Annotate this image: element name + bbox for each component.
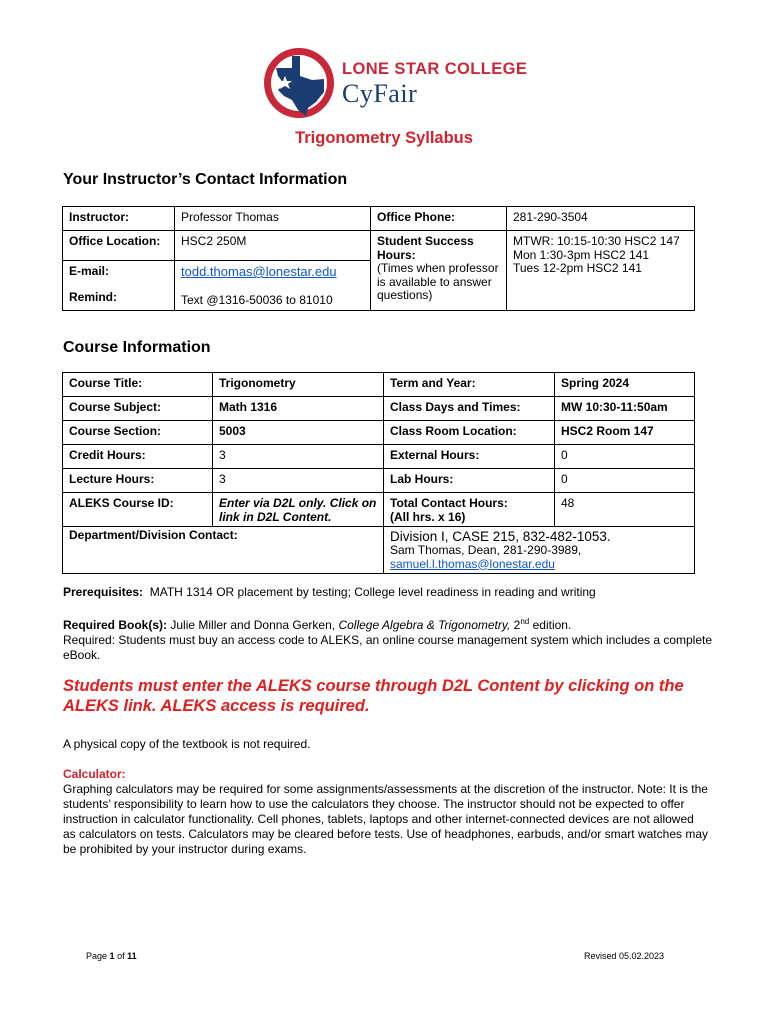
revised-date: Revised 05.02.2023	[584, 951, 665, 961]
aleks-alert: Students must enter the ALEKS course through D2L Content by clicking on the ALEKS link. ALEKS access is required.	[63, 677, 684, 715]
hours-line-1: MTWR: 10:15-10:30 HSC2 147	[513, 234, 680, 248]
page-of: of	[117, 951, 125, 961]
contact-heading: Your Instructor’s Contact Information	[63, 171, 348, 188]
hours-line-3: Tues 12-2pm HSC2 141	[513, 261, 642, 275]
aleks-id-value: Enter via D2L only. Click on link in D2L Content.	[213, 493, 384, 527]
success-hours-cell	[371, 231, 507, 311]
external-hours-label: External Hours:	[384, 445, 555, 469]
email-label: E-mail:	[63, 261, 175, 287]
book-edition-sup: nd	[520, 617, 530, 626]
total-hours-value: 48	[555, 493, 695, 527]
classroom-value: HSC2 Room 147	[555, 421, 695, 445]
course-title-value: Trigonometry	[213, 373, 384, 397]
department-line1: Division I, CASE 215, 832-482-1053.	[390, 529, 611, 544]
department-label: Department/Division Contact:	[63, 527, 384, 574]
term-value: Spring 2024	[555, 373, 695, 397]
page-total: 11	[127, 951, 137, 961]
dean-email-link[interactable]: samuel.l.thomas@lonestar.edu	[390, 556, 555, 571]
books-label: Required Book(s):	[63, 618, 168, 632]
classroom-label: Class Room Location:	[384, 421, 555, 445]
prerequisites-text: MATH 1314 OR placement by testing; College level readiness in reading and writing	[149, 585, 596, 599]
aleks-access-text: Required: Students must buy an access code to ALEKS, an online course management system which includes a complete eBook.	[63, 633, 713, 662]
total-hours-label: Total Contact Hours:	[390, 496, 508, 510]
hours-line-2: Mon 1:30-3pm HSC2 141	[513, 247, 650, 262]
texas-star-emblem-icon	[262, 46, 338, 120]
success-hours-label: Student Success Hours:	[377, 234, 474, 262]
office-phone-value: 281-290-3504	[507, 207, 695, 231]
page-title: Trigonometry Syllabus	[295, 129, 473, 147]
instructor-value: Professor Thomas	[175, 207, 371, 231]
class-days-label: Class Days and Times:	[384, 397, 555, 421]
course-section-label: Course Section:	[63, 421, 213, 445]
course-subject-label: Course Subject:	[63, 397, 213, 421]
page-current: 1	[109, 951, 115, 961]
department-contact	[384, 527, 695, 574]
lab-hours-label: Lab Hours:	[384, 469, 555, 493]
calculator-section	[63, 767, 708, 857]
book-title: College Algebra & Trigonometry,	[338, 618, 511, 632]
book-edition-num: 2	[513, 618, 521, 632]
office-location-value: HSC2 250M	[175, 231, 371, 261]
course-heading: Course Information	[63, 339, 211, 356]
department-line2: Sam Thomas, Dean, 281-290-3989,	[390, 543, 582, 557]
required-books	[63, 614, 713, 663]
course-table	[62, 372, 695, 574]
credit-hours-value: 3	[213, 445, 384, 469]
lecture-hours-label: Lecture Hours:	[63, 469, 213, 493]
remind-value: Text @1316-50036 to 81010	[175, 287, 371, 311]
success-hours-note: (Times when professor is available to answer questions)	[377, 261, 499, 302]
success-hours-times	[507, 231, 695, 311]
book-edition-word: edition.	[532, 618, 572, 632]
textbook-note: A physical copy of the textbook is not required.	[63, 737, 311, 751]
contact-table	[62, 206, 695, 311]
email-link[interactable]: todd.thomas@lonestar.edu	[181, 264, 337, 279]
lecture-hours-value: 3	[213, 469, 384, 493]
books-authors: Julie Miller and Donna Gerken,	[170, 618, 336, 632]
total-hours-note: (All hrs. x 16)	[390, 509, 466, 524]
lab-hours-value: 0	[555, 469, 695, 493]
page-prefix: Page	[86, 951, 108, 961]
college-logo	[262, 46, 528, 120]
office-phone-label: Office Phone:	[371, 207, 507, 231]
class-days-value: MW 10:30-11:50am	[555, 397, 695, 421]
logo-line1: LONE STAR COLLEGE	[342, 60, 528, 78]
course-subject-value: Math 1316	[213, 397, 384, 421]
office-location-label: Office Location:	[63, 231, 175, 261]
page-number	[86, 951, 137, 961]
external-hours-value: 0	[555, 445, 695, 469]
course-title-label: Course Title:	[63, 373, 213, 397]
course-section-value: 5003	[213, 421, 384, 445]
instructor-label: Instructor:	[63, 207, 175, 231]
aleks-id-label: ALEKS Course ID:	[63, 493, 213, 527]
prerequisites	[63, 585, 713, 600]
total-hours-cell	[384, 493, 555, 527]
remind-label: Remind:	[63, 287, 175, 311]
calculator-label: Calculator:	[63, 767, 126, 781]
term-label: Term and Year:	[384, 373, 555, 397]
prerequisites-label: Prerequisites:	[63, 585, 144, 599]
credit-hours-label: Credit Hours:	[63, 445, 213, 469]
calculator-text: Graphing calculators may be required for some assignments/assessments at the discretion of the instructor. Note: It is the students’ responsibility to learn how to use the calculators they choose. The instructor should not be expected to offer instruction in calculator functionality. Cell phones, tablets, laptops and other internet-connected devices are not allowed as calculators on tests. Calculators may be cleared before tests. Use of headphones, earbuds, and/or smart watches may be prohibited by your instructor during exams.	[63, 782, 708, 856]
logo-line2: CyFair	[342, 79, 418, 108]
